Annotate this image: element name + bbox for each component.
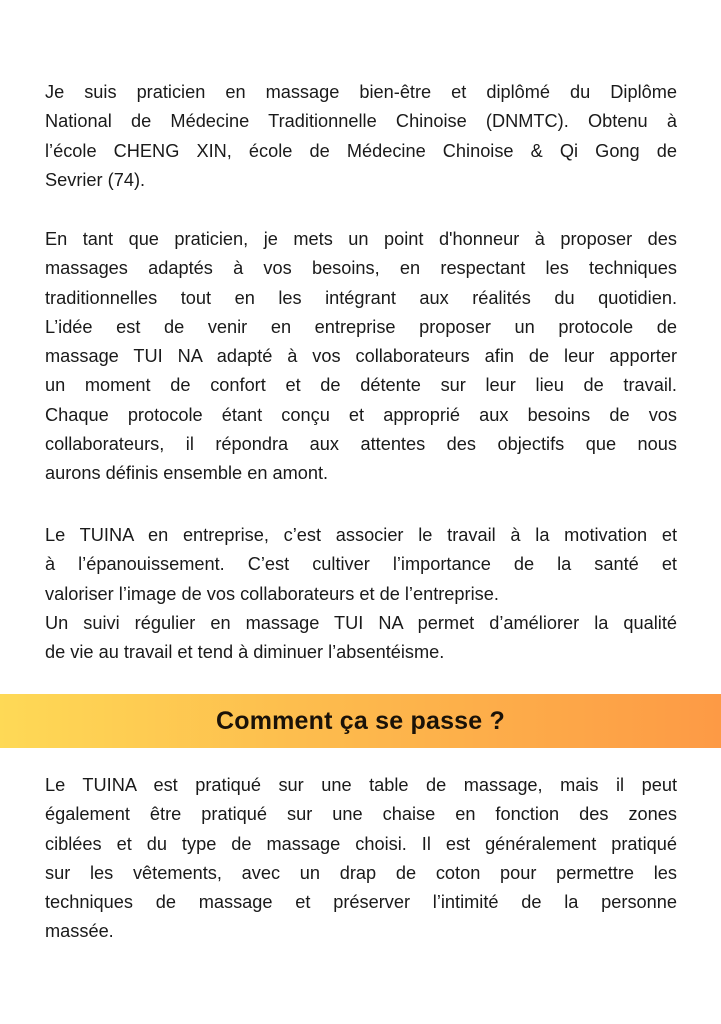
paragraph-line: massage TUI NA adapté à vos collaborateurs afin de leur apporter <box>45 346 677 367</box>
paragraph-line: massages adaptés à vos besoins, en respectant les techniques <box>45 258 677 279</box>
paragraph-line: techniques de massage et préserver l’intimité de la personne <box>45 892 677 913</box>
paragraph-line: valoriser l’image de vos collaborateurs et de l’entreprise. <box>45 583 499 604</box>
paragraph-line: de vie au travail et tend à diminuer l’absentéisme. <box>45 642 445 663</box>
paragraph-line: sur les vêtements, avec un drap de coton pour permettre les <box>45 862 677 883</box>
procedure-paragraph <box>45 771 677 947</box>
section-heading: Comment ça se passe ? <box>215 706 506 735</box>
paragraph-line: aurons définis ensemble en amont. <box>45 463 329 484</box>
paragraph-line: massée. <box>45 921 114 942</box>
paragraph-line: Chaque protocole étant conçu et approprié aux besoins de vos <box>45 404 677 425</box>
paragraph-line: L’idée est de venir en entreprise proposer un protocole de <box>45 316 677 337</box>
approach-paragraph <box>45 225 677 489</box>
paragraph-line: En tant que praticien, je mets un point d'honneur à proposer des <box>45 229 677 249</box>
paragraph-line: traditionnelles tout en les intégrant aux réalités du quotidien. <box>45 287 677 308</box>
paragraph-line: collaborateurs, il répondra aux attentes des objectifs que nous <box>45 434 677 455</box>
paragraph-line: un moment de confort et de détente sur leur lieu de travail. <box>45 375 677 396</box>
paragraph-line: Le TUINA en entreprise, c’est associer le travail à la motivation et <box>45 525 677 545</box>
paragraph-line: National de Médecine Traditionnelle Chinoise (DNMTC). Obtenu à <box>45 111 677 132</box>
paragraph-line: Je suis praticien en massage bien-être et diplômé du Diplôme <box>45 82 677 102</box>
paragraph-line: Le TUINA est pratiqué sur une table de massage, mais il peut <box>45 775 677 795</box>
paragraph-line: l’école CHENG XIN, école de Médecine Chinoise & Qi Gong de <box>45 140 677 161</box>
section-heading-banner <box>0 694 721 748</box>
paragraph-line: Sevrier (74). <box>45 169 146 190</box>
paragraph-line: Un suivi régulier en massage TUI NA permet d’améliorer la qualité <box>45 612 677 633</box>
paragraph-line: ciblées et du type de massage choisi. Il est généralement pratiqué <box>45 833 677 854</box>
paragraph-line: également être pratiqué sur une chaise en fonction des zones <box>45 804 677 825</box>
paragraph-line: à l’épanouissement. C’est cultiver l’importance de la santé et <box>45 554 677 575</box>
benefits-paragraph <box>45 521 677 667</box>
intro-paragraph <box>45 78 677 195</box>
